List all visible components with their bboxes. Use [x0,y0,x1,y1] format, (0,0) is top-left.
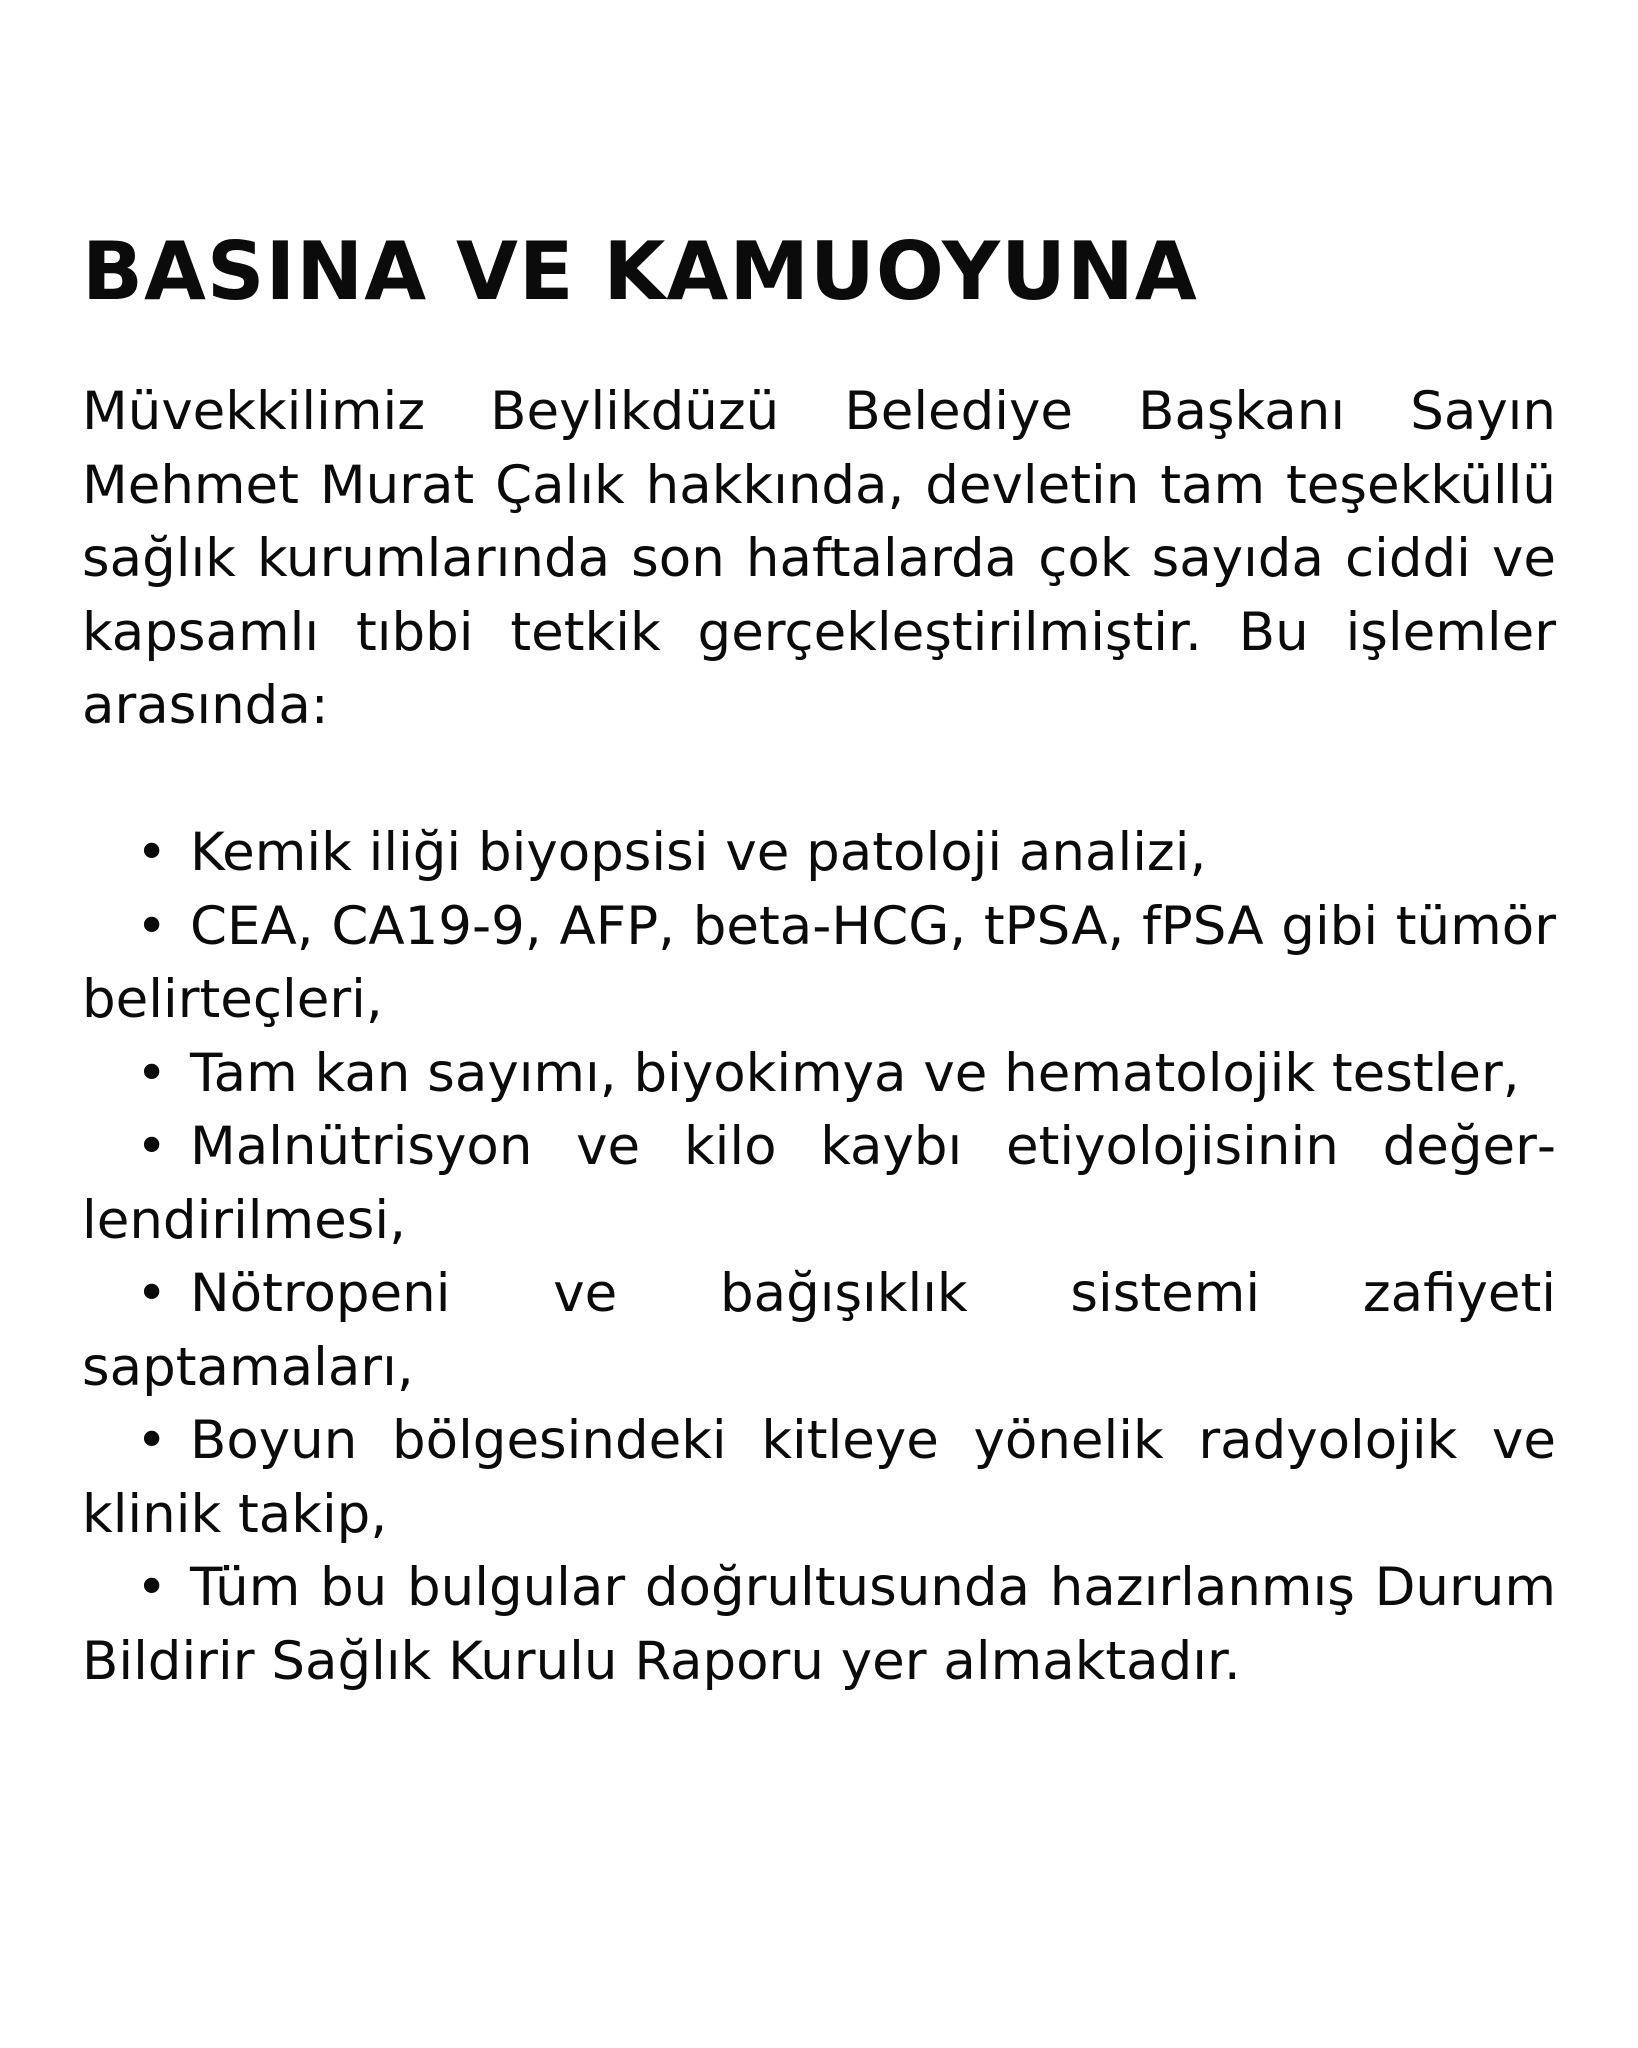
bullet-icon: • [136,1042,168,1104]
list-item-text: Tam kan sayımı, biyokimya ve hematolojik testler, [190,1042,1520,1104]
list-item [82,1551,1556,1698]
bullet-icon: • [136,822,168,883]
intro-paragraph: Müvekkilimiz Beylikdüzü Belediye Başkanı Sayın Mehmet Murat Çalık hakkında, devletin tam teşekküllü sağlık kurumlarında son haftalarda çok sayıda ciddi ve kapsamlı tıbbi tetkik gerçekleştirilmiştir. Bu işlemler arasında: [82,381,1556,736]
list-item-text: Tüm bu bulgular doğrultusunda hazırlanmış Durum Bildirir Sağlık Kurulu Raporu yer almaktadır. [82,1557,1556,1692]
list-item-text: Boyun bölgesindeki kitleye yönelik radyolojik ve klinik takip, [82,1410,1556,1545]
list-item [82,816,1556,890]
list-item [82,1037,1556,1111]
list-item-text: Kemik iliği biyopsisi ve patoloji analizi, [190,822,1207,883]
list-item [82,1404,1556,1551]
bullet-icon: • [136,1116,168,1177]
list-item [82,1110,1556,1257]
list-item [82,1257,1556,1404]
bullet-icon: • [136,1557,168,1618]
bullet-icon: • [136,1263,168,1324]
list-item-text: Malnütrisyon ve kilo kaybı etiyolojisinin değerlendirilmesi, [82,1116,1556,1251]
bullet-icon: • [136,895,168,957]
list-item [82,890,1556,1037]
document-title: BASINA VE KAMUOYUNA [82,225,1198,318]
examination-list [82,816,1556,1698]
list-item-text: CEA, CA19-9, AFP, beta-HCG, tPSA, fPSA gibi tümör belirteçleri, [82,895,1556,1030]
bullet-icon: • [136,1410,168,1471]
list-item-text: Nötropeni ve bağışıklık sistemi zafiyeti saptamaları, [82,1263,1556,1398]
